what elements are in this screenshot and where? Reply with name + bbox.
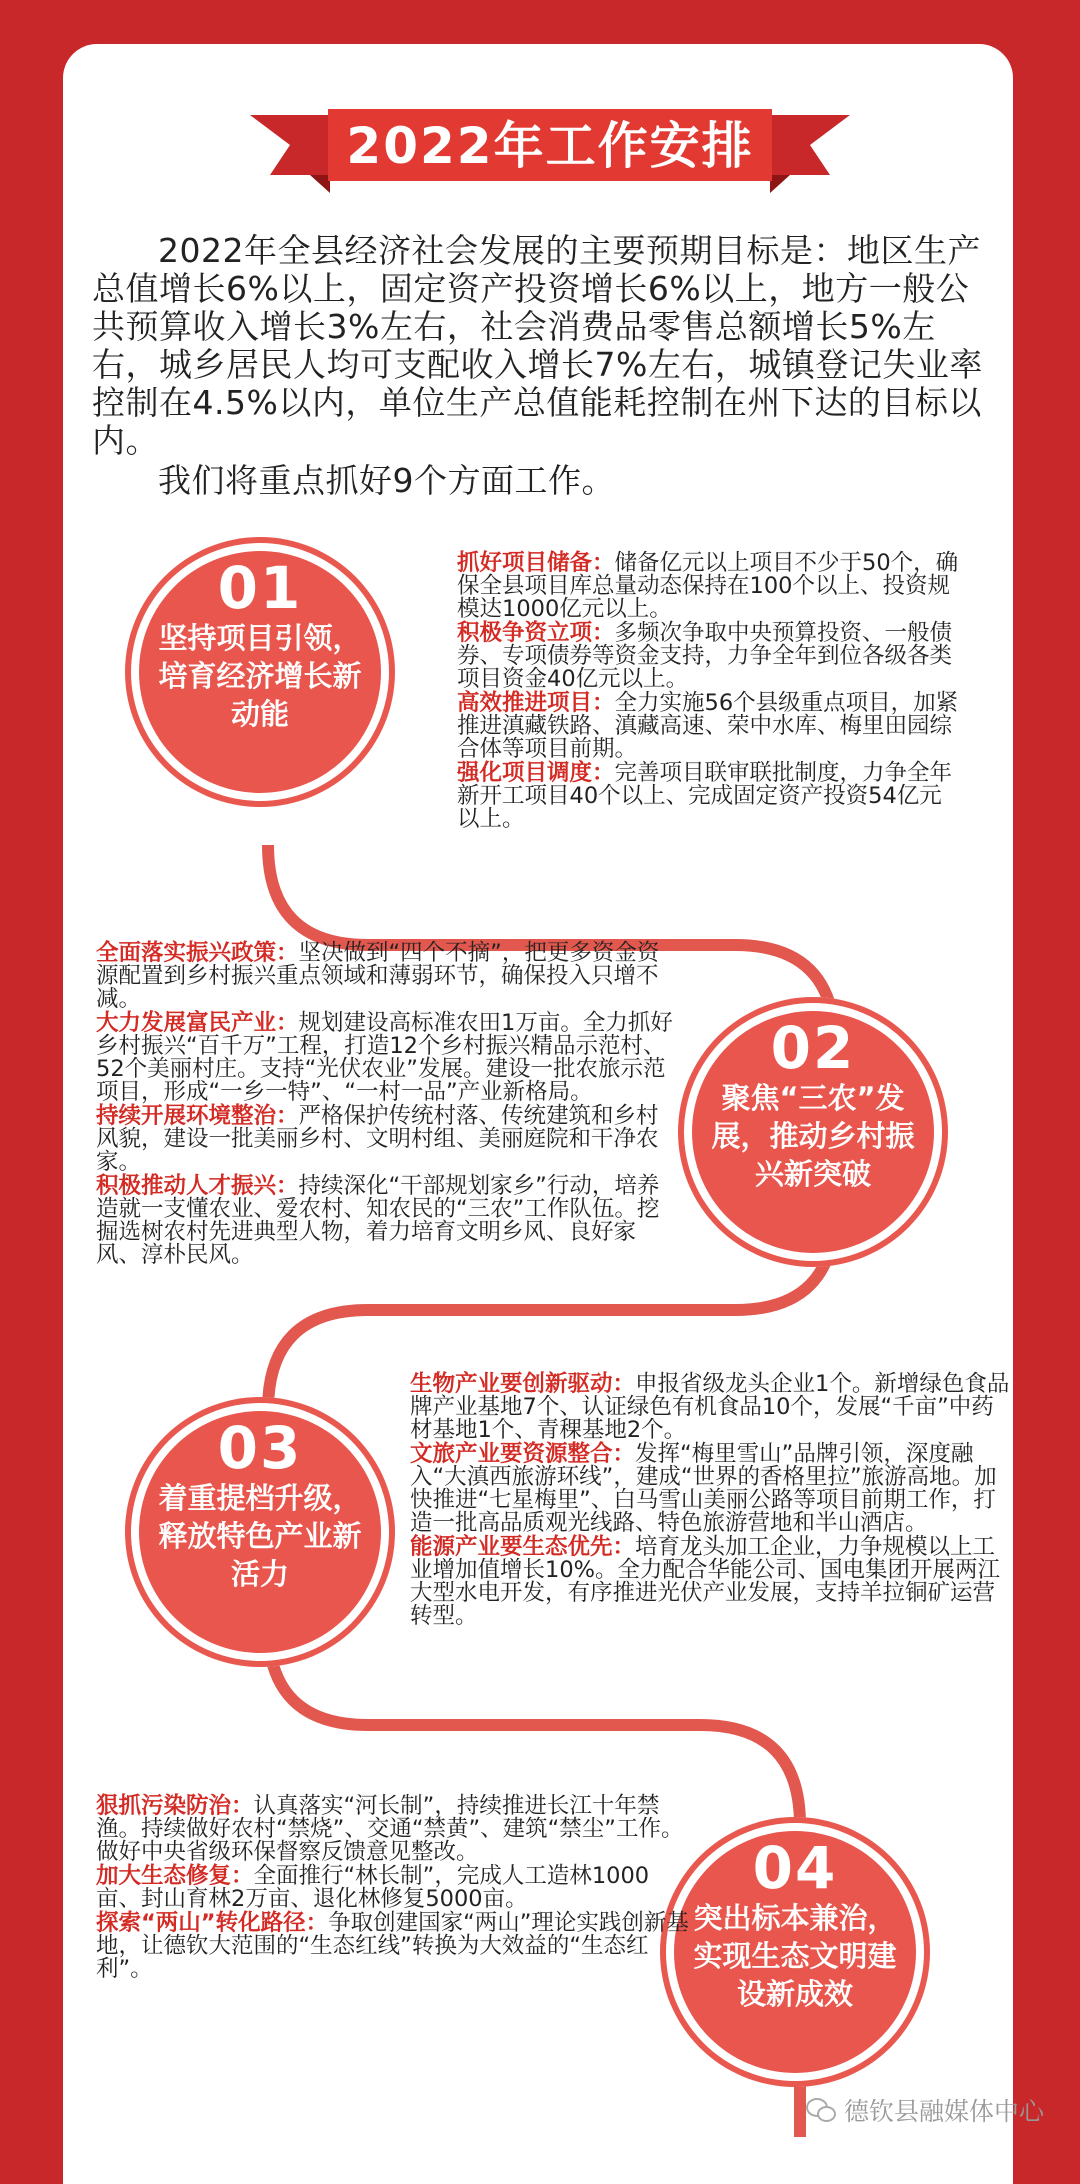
section-title: 坚持项目引领，培育经济增长新动能	[158, 621, 362, 731]
item-lead: 积极争资立项：	[457, 620, 615, 646]
section-04-badge	[660, 1817, 930, 2087]
item-lead: 生物产业要创新驱动：	[410, 1371, 636, 1397]
list-item	[410, 1373, 1015, 1442]
section-03-content	[410, 1373, 1015, 1629]
item-text: 坚决做到“四个不摘”，把更多资金资源配置到乡村振兴重点领域和薄弱环节，确保投入只增不减。	[96, 940, 660, 1012]
list-item	[410, 1443, 1015, 1535]
list-item	[96, 1012, 676, 1104]
page-title: 2022年工作安排	[346, 117, 754, 175]
list-item	[410, 1536, 1015, 1628]
item-text: 认真落实“河长制”，持续推进长江十年禁渔。持续做好农村“禁烧”、交通“禁黄”、建筑“禁尘”工作。做好中央省级环保督察反馈意见整改。	[96, 1793, 684, 1865]
badge-circle	[692, 1011, 934, 1253]
section-number: 04	[752, 1834, 838, 1902]
item-text: 发挥“梅里雪山”品牌引领，深度融入“大滇西旅游环线”，建成“世界的香格里拉”旅游高地。加快推进“七星梅里”、白马雪山美丽公路等项目前期工作，打造一批高品质观光线路、特色旅游营地和半山酒店。	[410, 1441, 997, 1536]
section-number: 02	[770, 1014, 856, 1082]
section-number: 03	[217, 1414, 303, 1482]
list-item	[457, 622, 962, 691]
item-lead: 加大生态修复：	[96, 1863, 254, 1889]
list-item	[96, 1175, 676, 1267]
item-lead: 高效推进项目：	[457, 690, 615, 716]
item-lead: 抓好项目储备：	[457, 550, 615, 576]
section-number: 01	[217, 554, 303, 622]
wechat-icon	[806, 2098, 836, 2122]
section-01-content	[457, 552, 962, 832]
badge-circle	[139, 551, 381, 793]
badge-circle	[674, 1831, 916, 2073]
watermark-text: 德钦县融媒体中心	[844, 2097, 1045, 2126]
item-lead: 积极推动人才振兴：	[96, 1173, 299, 1199]
item-lead: 能源产业要生态优先：	[410, 1534, 636, 1560]
list-item	[457, 762, 962, 831]
item-lead: 狠抓污染防治：	[96, 1793, 254, 1819]
badge-circle	[139, 1411, 381, 1653]
section-title: 聚焦“三农”发展，推动乡村振兴新突破	[711, 1081, 915, 1191]
list-item	[457, 552, 962, 621]
item-text: 全面推行“林长制”，完成人工造林1000亩、封山育林2万亩、退化林修复5000亩。	[96, 1863, 650, 1912]
list-item	[96, 1912, 693, 1981]
title-banner	[250, 105, 850, 195]
list-item	[96, 942, 676, 1011]
list-item	[96, 1795, 693, 1864]
list-item	[457, 692, 962, 761]
item-text: 多频次争取中央预算投资、一般债券、专项债券等资金支持，力争全年到位各级各类项目资金40亿元以上。	[457, 620, 953, 692]
item-lead: 强化项目调度：	[457, 760, 615, 786]
item-lead: 全面落实振兴政策：	[96, 940, 299, 966]
item-text: 申报省级龙头企业1个。新增绿色食品牌产业基地7个、认证绿色有机食品10个，发展“千亩”中药材基地1个、青稞基地2个。	[410, 1371, 1010, 1443]
section-title: 着重提档升级，释放特色产业新活力	[158, 1481, 362, 1591]
item-text: 完善项目联审联批制度，力争全年新开工项目40个以上、完成固定资产投资54亿元以上。	[457, 760, 953, 832]
item-text: 全力实施56个县级重点项目，加紧推进滇藏铁路、滇藏高速、荣中水库、梅里田园综合体等项目前期。	[457, 690, 959, 762]
item-text: 培育龙头加工企业，力争规模以上工业增加值增长10%。全力配合华能公司、国电集团开展两江大型水电开发，有序推进光伏产业发展，支持羊拉铜矿运营转型。	[410, 1534, 1001, 1629]
watermark	[806, 2093, 1044, 2127]
item-lead: 大力发展富民产业：	[96, 1010, 299, 1036]
section-03-badge	[125, 1397, 395, 1667]
section-01-badge	[125, 537, 395, 807]
item-text: 储备亿元以上项目不少于50个，确保全县项目库总量动态保持在100个以上、投资规模达1000亿元以上。	[457, 550, 959, 622]
section-02-badge	[678, 997, 948, 1267]
item-text: 规划建设高标准农田1万亩。全力抓好乡村振兴“百千万”工程，打造12个乡村振兴精品示范村、52个美丽村庄。支持“光伏农业”发展。建设一批农旅示范项目，形成“一乡一特”、“一村一品”产业新格局。	[96, 1010, 673, 1105]
list-item	[96, 1105, 676, 1174]
intro-summary: 我们将重点抓好9个方面工作。	[158, 461, 615, 500]
item-text: 严格保护传统村落、传统建筑和乡村风貌，建设一批美丽乡村、文明村组、美丽庭院和干净农家。	[96, 1103, 659, 1175]
intro-text	[92, 232, 992, 500]
intro-paragraph: 2022年全县经济社会发展的主要预期目标是：地区生产总值增长6%以上，固定资产投资增长6%以上，地方一般公共预算收入增长3%左右，社会消费品零售总额增长5%左右，城乡居民人均可支配收入增长7%左右，城镇登记失业率控制在4.5%以内，单位生产总值能耗控制在州下达的目标以内。	[92, 231, 983, 460]
item-text: 持续深化“干部规划家乡”行动，培养造就一支懂农业、爱农村、知农民的“三农”工作队伍。挖掘选树农村先进典型人物，着力培育文明乡风、良好家风、淳朴民风。	[96, 1173, 660, 1268]
section-title: 突出标本兼治，实现生态文明建设新成效	[693, 1901, 897, 2011]
section-04-content	[96, 1795, 693, 1982]
item-lead: 探索“两山”转化路径：	[96, 1910, 329, 1936]
item-text: 争取创建国家“两山”理论实践创新基地，让德钦大范围的“生态红线”转换为大效益的“生态红利”。	[96, 1910, 689, 1982]
list-item	[96, 1865, 693, 1911]
item-lead: 持续开展环境整治：	[96, 1103, 299, 1129]
section-02-content	[96, 942, 676, 1268]
item-lead: 文旅产业要资源整合：	[410, 1441, 636, 1467]
